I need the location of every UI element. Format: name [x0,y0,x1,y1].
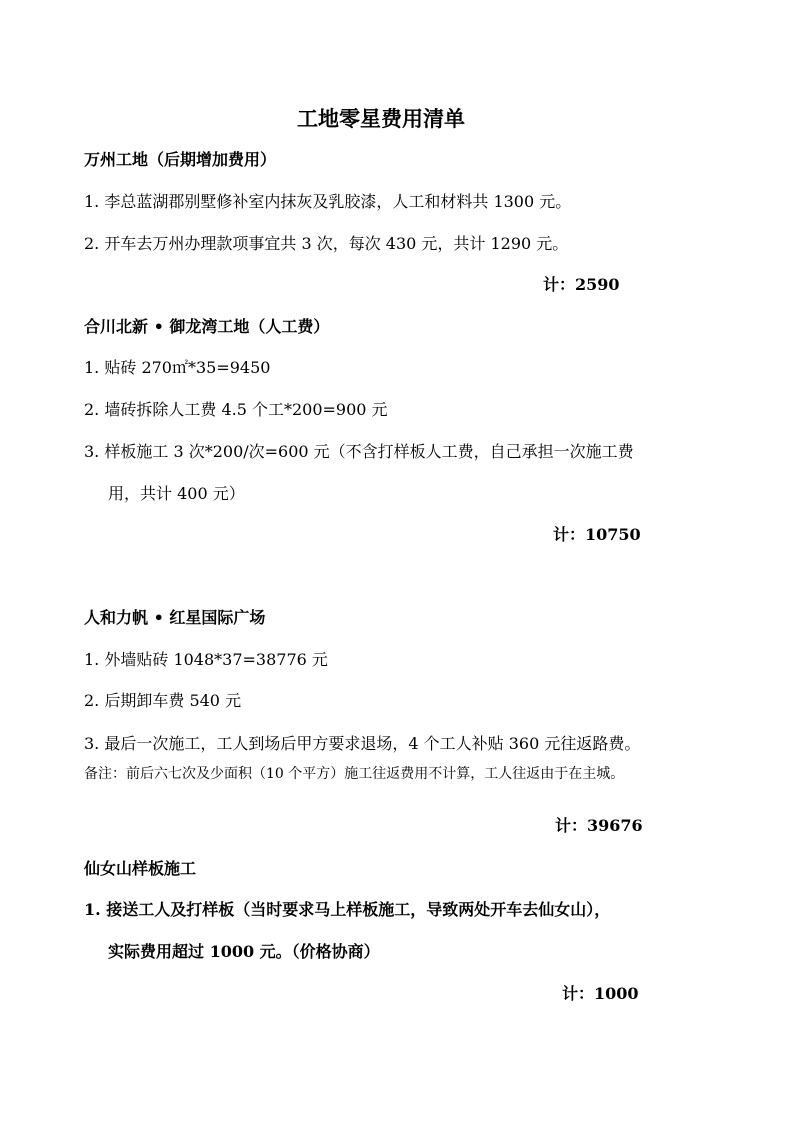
list-item: 2. 开车去万州办理款项事宜共 3 次，每次 430 元，共计 1290 元。 [84,234,569,253]
list-item: 2. 墙砖拆除人工费 4.5 个工*200=900 元 [84,400,388,419]
page-title: 工地零星费用清单 [297,106,465,131]
section-total: 计：39676 [555,816,643,835]
list-item: 2. 后期卸车费 540 元 [84,691,242,710]
section-heading-renhe: 人和力帆 • 红星国际广场 [84,608,266,627]
list-item: 1. 外墙贴砖 1048*37=38776 元 [84,650,328,669]
section-heading-wanzhou: 万州工地（后期增加费用） [84,150,277,169]
section-total: 计：10750 [553,525,641,544]
section-note: 备注：前后六七次及少面积（10 个平方）施工往返费用不计算，工人往返由于在主城。 [84,766,625,782]
section-heading-hechuan: 合川北新 • 御龙湾工地（人工费） [84,317,330,336]
list-item-continuation: 用，共计 400 元） [108,484,245,503]
list-item: 1. 贴砖 270㎡*35=9450 [84,358,271,377]
list-item-continuation: 实际费用超过 1000 元。（价格协商） [108,942,380,961]
list-item: 1. 接送工人及打样板（当时要求马上样板施工，导致两处开车去仙女山）， [84,900,611,919]
section-total: 计：1000 [562,984,639,1003]
section-heading-xiannvshan: 仙女山样板施工 [84,859,197,878]
list-item: 3. 最后一次施工，工人到场后甲方要求退场，4 个工人补贴 360 元往返路费。 [84,734,641,753]
section-total: 计：2590 [543,275,620,294]
list-item: 1. 李总蓝湖郡别墅修补室内抹灰及乳胶漆，人工和材料共 1300 元。 [84,192,572,211]
list-item: 3. 样板施工 3 次*200/次=600 元（不含打样板人工费，自己承担一次施工费 [84,442,634,461]
